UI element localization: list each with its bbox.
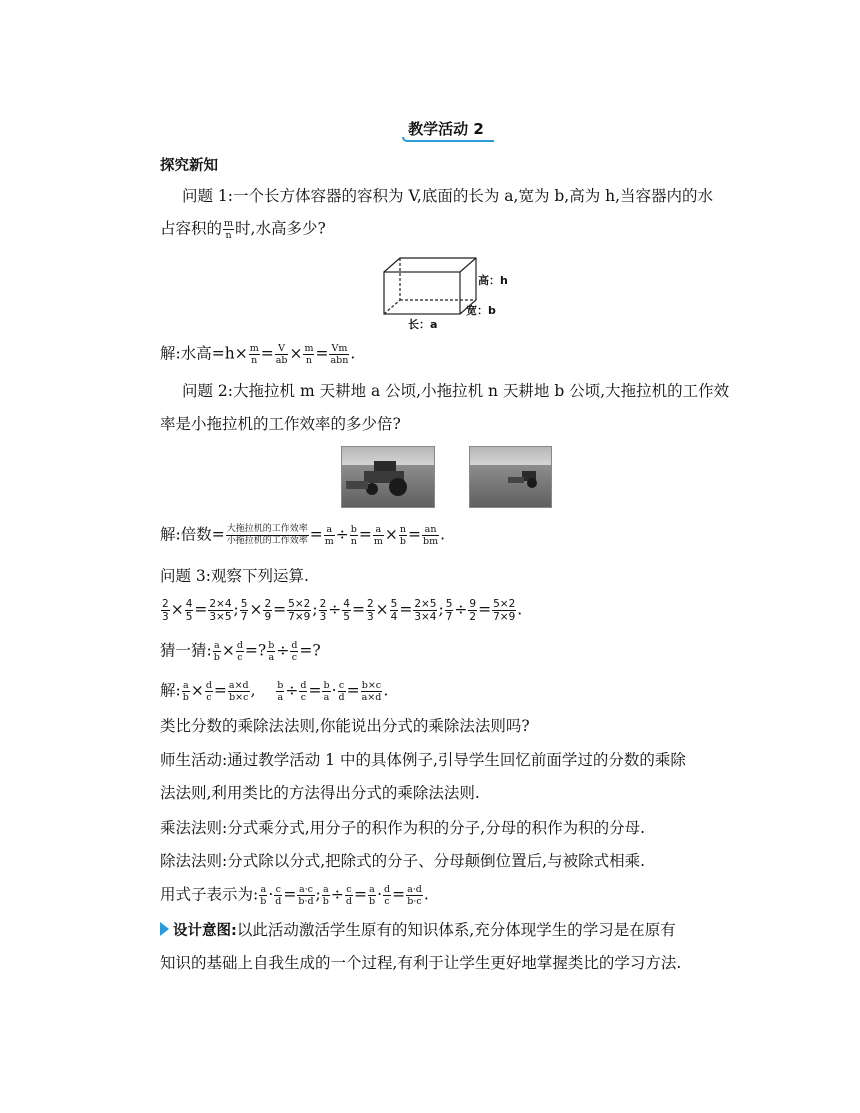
q3-frac [185, 598, 194, 623]
frac-den: d [338, 692, 345, 703]
frac-num: 5 [240, 598, 248, 610]
frac-num: d [384, 884, 391, 895]
q1-fraction [223, 218, 234, 241]
frac-num: b [268, 640, 275, 651]
width-label: 宽：b [466, 304, 496, 317]
frac-num: a [373, 524, 384, 536]
frac-num: 4 [343, 598, 350, 610]
frac-num: b [277, 680, 284, 691]
frac [267, 640, 275, 663]
frac-num: a [369, 884, 375, 895]
frac-den: n [225, 230, 232, 241]
frac-num: c [346, 884, 352, 895]
activity-heading-text: 教学活动 2 [408, 120, 484, 138]
frac-den: ab [275, 355, 288, 366]
formula-line: 用式子表示为: $\frac{a}{b}$ · $\frac{c}{d}$ = $\frac{a\cdot c}{b\cdot d}$ ; $\frac{a}{b}$ ÷ $\frac{c}{d}$ = $\frac{a}{b}$ · $\frac{d}{c}$ = $\frac{a\cdot d}{b\cdot c}$ . [160, 884, 429, 907]
frac-den: b [399, 536, 406, 547]
q2-line2: 率是小拖拉机的工作效率的多少倍? [160, 415, 401, 433]
frac-num: a·c [298, 884, 313, 895]
frac [290, 640, 298, 663]
frac-num: b [323, 680, 330, 691]
frac-den: 小拖拉机的工作效率 [226, 536, 308, 546]
q2-f1 [324, 524, 335, 547]
q3-frac [263, 598, 272, 623]
frac-num: 5 [390, 598, 398, 610]
frac-den: 5 [185, 611, 193, 623]
frac-den: b·c [407, 896, 422, 907]
frac [205, 680, 213, 703]
frac-num: 2×5 [414, 598, 437, 610]
frac-den: b [322, 896, 329, 907]
frac-num: Vm [331, 343, 348, 354]
q3-title: 问题 3:观察下列运算. [160, 567, 309, 585]
q1-line1: 问题 1:一个长方体容器的容积为 V,底面的长为 a,宽为 b,高为 h,当容器内的水 [182, 187, 714, 205]
q3-frac [366, 598, 375, 623]
frac-den: c [206, 692, 212, 703]
q2-f2 [350, 524, 358, 547]
q3-guess-label: 猜一猜: [160, 641, 212, 660]
frac-num: a×d [228, 680, 249, 691]
q1-f4 [329, 343, 349, 366]
q1-text-pre: 占容积的 [160, 219, 223, 238]
frac-den: b [368, 896, 376, 907]
paragraph-3: 乘法法则:分式乘分式,用分子的积作为积的分子,分母的积作为积的分母. [160, 819, 646, 837]
paragraph-2a: 师生活动:通过教学活动 1 中的具体例子,引导学生回忆前面学过的分数的乘除 [160, 751, 686, 769]
frac [274, 884, 282, 907]
frac-num: V [275, 343, 289, 355]
q3-solution: 解: $\frac{a}{b}$ × $\frac{d}{c}$ = $\frac{a\times d}{b\times c}$ , $\frac{b}{a}$ ÷ $\frac{d}{c}$ = $\frac{b}{a}$ · $\frac{c}{d}$ = $\frac{b\times c}{a\times d}$ . [160, 680, 389, 703]
frac-den: m [373, 536, 383, 547]
q3-frac [161, 598, 170, 623]
frac-num: m [304, 343, 314, 354]
frac-den: b [260, 896, 267, 907]
frac-num: 2×4 [209, 598, 232, 610]
design-intent-line2: 知识的基础上自我生成的一个过程,有利于让学生更好地掌握类比的学习方法. [160, 954, 682, 972]
frac-num: 9 [469, 598, 477, 610]
frac-den: 9 [264, 611, 272, 623]
frac-num: d [300, 680, 307, 691]
frac-num: 2 [319, 598, 327, 610]
design-intent-text1: 以此活动激活学生原有的知识体系,充分体现学生的学习是在原有 [236, 921, 676, 939]
frac-den: d [275, 896, 282, 907]
paragraph-2b: 法法则,利用类比的方法得出分式的乘除法法则. [160, 784, 480, 802]
q3-operations: $\frac{2}{3}$ × $\frac{4}{5}$ = $\frac{2\times 4}{3\times 5}$ ; $\frac{5}{7}$ × $\frac{2}{9}$ = $\frac{5\times 2}{7\times 9}$ ; $\frac{2}{3}$ ÷ $\frac{4}{5}$ = $\frac{2}{3}$ × $\frac{5}{4}$ = $\frac{2\times 5}{3\times 4}$ ; $\frac{5}{7}$ ÷ $\frac{9}{2}$ = $\frac{5\times 2}{7\times 9}$ . [162, 598, 523, 623]
frac-den: n [350, 536, 357, 547]
q3-solve-label: 解: [160, 681, 181, 700]
frac [406, 884, 423, 907]
q2-efficiency-fraction [226, 524, 309, 547]
frac-den: 3×5 [209, 611, 232, 623]
q3-frac [413, 598, 437, 623]
q3-frac [287, 598, 311, 623]
frac-num: 大拖拉机的工作效率 [226, 524, 308, 534]
frac [383, 884, 391, 907]
height-label: 高：h [478, 274, 508, 287]
paragraph-4: 除法法则:分式除以分式,把除式的分子、分母颠倒位置后,与被除式相乘. [160, 852, 646, 870]
frac [368, 884, 376, 907]
frac-den: d [345, 896, 352, 907]
frac-num: d [205, 680, 212, 691]
frac [228, 680, 250, 703]
frac-num: n [399, 524, 407, 535]
cuboid-figure [378, 254, 508, 330]
q3-frac [390, 598, 399, 623]
frac-den: 7 [445, 611, 453, 623]
cuboid-diagram [378, 254, 508, 330]
frac [322, 884, 330, 907]
small-tractor-icon [470, 447, 551, 507]
frac [259, 884, 267, 907]
q3-frac [208, 598, 232, 623]
frac-num: c [338, 680, 345, 691]
section-title: 探究新知 [160, 158, 218, 174]
activity-heading [398, 118, 494, 144]
frac [361, 680, 383, 703]
length-label: 长：a [408, 318, 438, 331]
q1-f3 [303, 343, 314, 366]
frac-den: 3 [319, 611, 327, 623]
frac-den: b×c [229, 692, 249, 703]
frac [182, 680, 190, 703]
frac-num: a [324, 524, 335, 536]
frac-num: 2 [366, 598, 374, 610]
frac-den: 2 [469, 611, 477, 623]
frac-num: b [350, 524, 357, 535]
q2-f3 [373, 524, 384, 547]
frac-num: 5×2 [288, 598, 311, 610]
q1-text-post: 时,水高多少? [235, 219, 326, 238]
frac-den: 7 [240, 611, 248, 623]
triangle-marker-icon [160, 922, 169, 936]
frac-num: an [422, 524, 439, 536]
frac-den: a [268, 652, 275, 663]
frac-den: 7×9 [288, 611, 311, 623]
q3-frac [445, 598, 454, 623]
design-intent-label: 设计意图: [173, 923, 237, 939]
frac [338, 680, 346, 703]
q1-f2 [275, 343, 289, 366]
q3-frac [240, 598, 249, 623]
frac-num: a [213, 640, 220, 651]
formula-label: 用式子表示为: [160, 885, 259, 904]
frac-num: m [249, 343, 259, 354]
frac-num: 4 [185, 598, 193, 610]
frac [213, 640, 221, 663]
frac-den: 3×4 [414, 611, 437, 623]
paragraph-1: 类比分数的乘除法法则,你能说出分式的乘除法法则吗? [160, 717, 530, 735]
q1-line2 [160, 218, 740, 241]
frac-den: a [323, 692, 330, 703]
q3-guess: 猜一猜: $\frac{a}{b}$ × $\frac{d}{c}$ =? $\frac{b}{a}$ ÷ $\frac{d}{c}$ =? [160, 640, 321, 663]
frac-den: 3 [162, 611, 169, 623]
frac-den: 7×9 [493, 611, 516, 623]
frac-num: 5×2 [493, 598, 516, 610]
frac-den: abn [330, 355, 349, 366]
frac-den: a [277, 692, 284, 703]
frac-num: d [236, 640, 243, 651]
frac [299, 680, 307, 703]
design-intent-line1 [160, 920, 740, 941]
q2-f4 [399, 524, 407, 547]
frac-den: m [324, 536, 334, 547]
frac-num: a [260, 884, 267, 895]
big-tractor-photo [341, 446, 435, 508]
frac-num: 2 [162, 598, 169, 610]
frac-num: b×c [361, 680, 382, 691]
frac [345, 884, 353, 907]
frac-den: c [291, 652, 298, 663]
q2-sol-pre: 解:倍数= [160, 525, 225, 544]
frac-den: n [305, 355, 313, 366]
frac-num: 5 [445, 598, 453, 610]
frac-num: m [224, 218, 234, 229]
frac-num: 2 [264, 598, 272, 610]
frac-num: a·d [407, 884, 422, 895]
frac-num: a [182, 680, 189, 691]
frac-den: b·d [298, 896, 314, 907]
big-tractor-icon [342, 447, 434, 507]
frac [322, 680, 330, 703]
frac-den: 4 [390, 611, 398, 623]
q3-frac [468, 598, 477, 623]
frac [236, 640, 244, 663]
q1-sol-pre: 解:水高=h× [160, 344, 248, 363]
q2-solution: 解:倍数= $\frac{\text{大拖拉机的工作效率}}{\text{小拖拉机的工作效率}}$ = $\frac{a}{m}$ ÷ $\frac{b}{n}$ = $\frac{a}{m}$ × $\frac{n}{b}$ = $\frac{an}{bm}$ . [160, 524, 446, 547]
heading-underline [402, 137, 494, 142]
frac-den: bm [423, 536, 439, 547]
frac-den: c [300, 692, 307, 703]
frac-den: b [182, 692, 189, 703]
q1-solution: 解:水高=h× $\frac{m}{n}$ = $\frac{V}{ab}$ × $\frac{m}{n}$ = $\frac{Vm}{\text{abn}}$ . [160, 343, 356, 366]
frac-num: c [275, 884, 281, 895]
q2-f5 [422, 524, 439, 547]
frac-num: d [291, 640, 298, 651]
frac-den: n [251, 355, 258, 366]
q3-frac [492, 598, 516, 623]
small-tractor-photo [469, 446, 552, 508]
frac-den: 3 [366, 611, 374, 623]
q1-f1 [249, 343, 260, 366]
frac-den: c [237, 652, 243, 663]
frac [276, 680, 284, 703]
frac [297, 884, 314, 907]
q3-frac [319, 598, 328, 623]
frac-den: 5 [343, 611, 350, 623]
frac-den: b [213, 652, 220, 663]
frac-num: a [322, 884, 329, 895]
frac-den: c [384, 896, 390, 907]
q2-line1: 问题 2:大拖拉机 m 天耕地 a 公顷,小拖拉机 n 天耕地 b 公顷,大拖拉机的工作效 [182, 382, 730, 400]
q3-frac [342, 598, 351, 623]
frac-den: a×d [361, 692, 382, 703]
